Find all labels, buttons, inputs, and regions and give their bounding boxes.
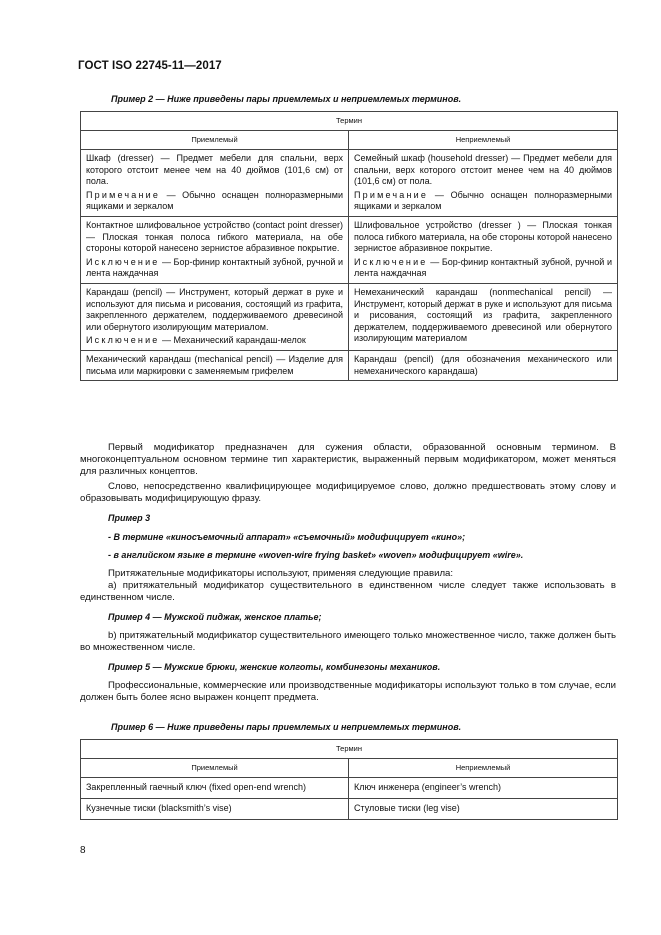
term-definition: Механический карандаш (mechanical pencil) — Изделие для письма или маркировки с заменяемым грифелем	[86, 353, 343, 376]
acceptable-cell	[81, 283, 349, 350]
note-text: — Бор-финир контактный зубной, ручной и лента наждачная	[354, 256, 612, 279]
example-3-title: Пример 3	[108, 513, 151, 523]
unacceptable-cell: Стуловые тиски (leg vise)	[349, 799, 618, 820]
unacceptable-cell: Ключ инженера (engineer’s wrench)	[349, 778, 618, 799]
example-3-line: - В термине «киносъемочный аппарат» «съемочный» модифицирует «кино»;	[108, 532, 466, 542]
column-header-unacceptable: Неприемлемый	[349, 131, 618, 150]
body-text	[80, 442, 616, 704]
column-header-acceptable: Приемлемый	[81, 759, 349, 778]
table-subhead-row	[81, 759, 618, 778]
acceptable-cell: Закрепленный гаечный ключ (fixed open-end wrench)	[81, 778, 349, 799]
table-head-term: Термин	[81, 740, 618, 759]
table-row	[81, 350, 618, 380]
acceptable-cell	[81, 216, 349, 283]
note-label: Примечание	[354, 189, 429, 200]
table-head-row	[81, 740, 618, 759]
column-header-acceptable: Приемлемый	[81, 131, 349, 150]
paragraph: b) притяжательный модификатор существительного имеющего только множественное число, также должен быть во множественном числе.	[80, 630, 616, 653]
table-row	[81, 150, 618, 217]
note-text: — Обычно оснащен полноразмерными ящиками и зеркалом	[86, 189, 343, 212]
table-head-row	[81, 112, 618, 131]
term-definition: Карандаш (pencil) (для обозначения механического или немеханического карандаша)	[354, 353, 612, 376]
term-note	[86, 335, 343, 347]
note-label: Исключение	[86, 256, 160, 267]
example-6-caption: Пример 6 — Ниже приведены пары приемлемых и неприемлемых терминов.	[111, 722, 462, 732]
paragraph: Профессиональные, коммерческие или производственные модификаторы используют только в том случае, если должен быть более ясно выражен концепт предмета.	[80, 680, 616, 703]
unacceptable-cell	[349, 216, 618, 283]
paragraph: Слово, непосредственно квалифицирующее модифицируемое слово, должно предшествовать этому слову и образовывать модифицирующую фразу.	[80, 481, 616, 504]
example-2-caption: Пример 2 — Ниже приведены пары приемлемых и неприемлемых терминов.	[111, 94, 462, 104]
note-label: Исключение	[354, 256, 428, 267]
document-header: ГОСТ ISO 22745-11—2017	[78, 60, 222, 72]
unacceptable-cell	[349, 283, 618, 350]
term-note	[354, 190, 612, 213]
note-text: — Механический карандаш-мелок	[159, 335, 306, 346]
acceptable-cell	[81, 150, 349, 217]
unacceptable-cell	[349, 150, 618, 217]
page-number: 8	[80, 845, 86, 856]
note-label: Примечание	[86, 189, 161, 200]
column-header-unacceptable: Неприемлемый	[349, 759, 618, 778]
term-definition: Семейный шкаф (household dresser) — Предмет мебели для спальни, верх которого отстоит менее чем на 40 дюймов (101,6 см) от пола.	[354, 153, 612, 187]
paragraph: Притяжательные модификаторы используют, применяя следующие правила:	[108, 568, 454, 579]
term-definition: Шкаф (dresser) — Предмет мебели для спальни, верх которого отстоит менее чем на 40 дюймов (101,6 см) от пола.	[86, 153, 343, 187]
term-definition: Карандаш (pencil) — Инструмент, который держат в руке и используют для письма и рисования, состоящий из графита, закрепленного держателем, поддерживаемого древесиной или обернутого изолирующим материалом.	[86, 286, 343, 332]
example-4: Пример 4 — Мужской пиджак, женское платье;	[108, 612, 322, 622]
note-label: Исключение	[86, 335, 160, 346]
table-row	[81, 778, 618, 799]
acceptable-cell: Кузнечные тиски (blacksmith’s vise)	[81, 799, 349, 820]
terms-table-example-2	[80, 111, 618, 381]
paragraph: Первый модификатор предназначен для сужения области, образованной основным термином. В многоконцептуальном основном термине тип характеристик, выраженный первым модификатором, может меняться для различных концептов.	[80, 442, 616, 477]
paragraph: а) притяжательный модификатор существительного в единственном числе следует также использовать в единственном числе.	[80, 580, 616, 603]
term-note	[354, 257, 612, 280]
terms-table-example-6	[80, 739, 618, 820]
unacceptable-cell	[349, 350, 618, 380]
term-definition: Шлифовальное устройство (dresser ) — Плоская тонкая полоса гибкого материала, на обе стороны которой нанесено зернистое абразивное покрытие.	[354, 219, 612, 254]
table-head-term: Термин	[81, 112, 618, 131]
term-definition: Контактное шлифовальное устройство (contact point dresser) — Плоская тонкая полоса гибкого материала, на обе стороны которой нанесено зернистое абразивное покрытие.	[86, 219, 343, 254]
term-note	[86, 190, 343, 213]
note-text: — Бор-финир контактный зубной, ручной и лента наждачная	[86, 256, 343, 279]
acceptable-cell	[81, 350, 349, 380]
table-row	[81, 216, 618, 283]
note-text: — Обычно оснащен полноразмерными ящиками и зеркалом	[354, 189, 612, 212]
table-row	[81, 799, 618, 820]
example-3-line: - в английском языке в термине «woven-wire frying basket» «woven» модифицирует «wire».	[108, 550, 524, 560]
example-5: Пример 5 — Мужские брюки, женские колготы, комбинезоны механиков.	[108, 662, 441, 672]
term-definition: Немеханический карандаш (nonmechanical pencil) — Инструмент, который держат в руке и используют для письма и рисования, состоящий из графита, закрепленного держателем, поддерживаемого древесиной или обернутого изолирующим материалом	[354, 286, 613, 344]
term-note	[86, 257, 343, 280]
table-subhead-row	[81, 131, 618, 150]
table-row	[81, 283, 618, 350]
